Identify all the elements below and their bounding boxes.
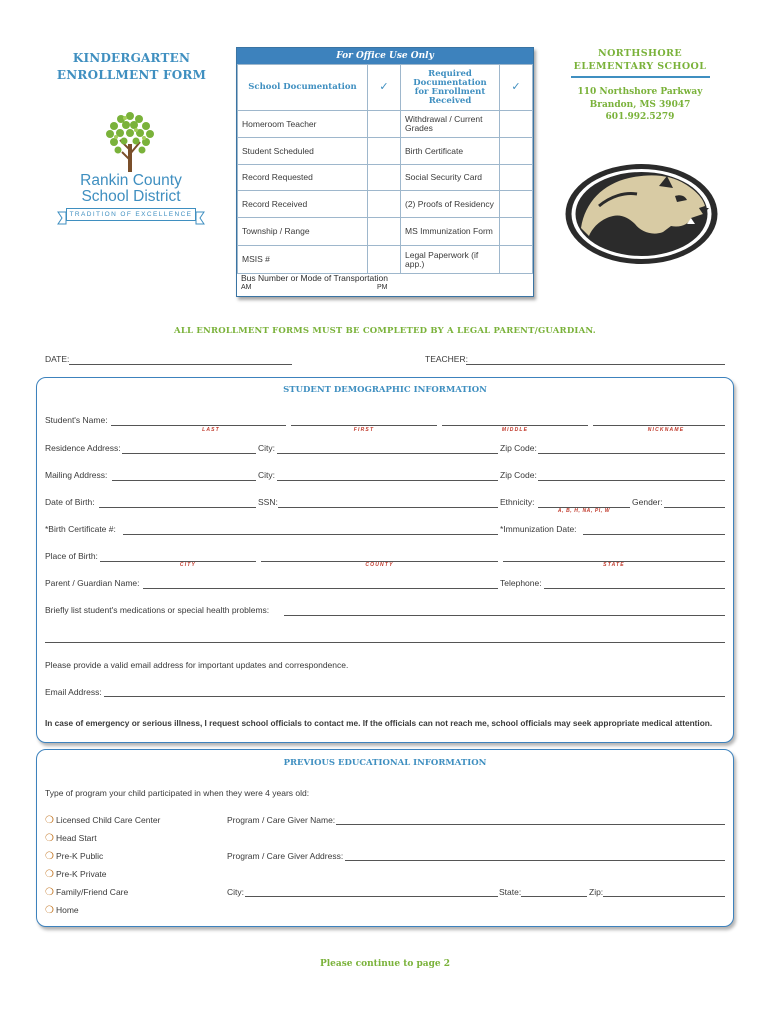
school-name: NORTHSHORE ELEMENTARY SCHOOL [573, 48, 707, 72]
office-check-box[interactable] [500, 218, 533, 246]
pm-label: PM [377, 284, 388, 291]
office-row-right: Social Security Card [401, 165, 500, 191]
dob-input-line[interactable] [99, 507, 256, 508]
office-row [238, 165, 533, 191]
option-licensed-child-care[interactable] [45, 815, 160, 826]
ethnicity-label: Ethnicity: [500, 497, 535, 507]
immunization-date-input-line[interactable] [583, 534, 725, 535]
middle-sublabel: MIDDLE [501, 427, 529, 433]
office-check-box[interactable] [500, 191, 533, 218]
option-label: Pre-K Public [55, 851, 104, 861]
program-type-question: Type of program your child participated in when they were 4 years old: [45, 788, 310, 798]
mailing-zip-input-line[interactable] [538, 480, 725, 481]
office-check-box[interactable] [368, 218, 401, 246]
radio-circle-icon: ❍ [45, 905, 54, 916]
last-name-input-line[interactable] [111, 425, 286, 426]
mailing-address-label: Mailing Address: [45, 470, 108, 480]
option-pre-k-private[interactable] [45, 869, 107, 880]
office-check-box[interactable] [500, 138, 533, 165]
option-label: Pre-K Private [55, 869, 107, 879]
program-zip-label: Zip: [589, 887, 604, 897]
ssn-input-line[interactable] [278, 507, 498, 508]
office-use-box [236, 47, 534, 297]
school-address [560, 86, 720, 124]
residence-city-label: City: [258, 443, 275, 453]
option-pre-k-public[interactable] [45, 851, 103, 862]
option-home[interactable] [45, 905, 79, 916]
city-sublabel: CITY [179, 562, 197, 568]
medications-input-line-2[interactable] [45, 642, 725, 643]
office-use-title: For Office Use Only [237, 48, 533, 64]
office-row-right: Legal Paperwork (if app.) [401, 246, 500, 274]
option-label: Head Start [55, 833, 97, 843]
gender-input-line[interactable] [664, 507, 725, 508]
cougar-mascot-icon [563, 162, 720, 266]
caregiver-name-label: Program / Care Giver Name: [227, 815, 336, 825]
bus-transport-field[interactable] [237, 270, 533, 296]
radio-circle-icon: ❍ [45, 851, 54, 862]
medications-label: Briefly list student's medications or special health problems: [45, 605, 270, 615]
first-sublabel: FIRST [353, 427, 375, 433]
office-row-right: Withdrawal / Current Grades [401, 111, 500, 138]
residence-address-label: Residence Address: [45, 443, 121, 453]
nickname-input-line[interactable] [593, 425, 725, 426]
program-zip-input-line[interactable] [603, 896, 725, 897]
email-input-line[interactable] [104, 696, 725, 697]
gender-label: Gender: [632, 497, 663, 507]
residence-address-input-line[interactable] [122, 453, 256, 454]
residence-zip-input-line[interactable] [538, 453, 725, 454]
middle-name-input-line[interactable] [442, 425, 588, 426]
office-row-right: MS Immunization Form [401, 218, 500, 246]
mailing-address-input-line[interactable] [112, 480, 256, 481]
state-sublabel: STATE [603, 562, 625, 568]
birth-certificate-input-line[interactable] [123, 534, 498, 535]
parent-guardian-label: Parent / Guardian Name: [45, 578, 140, 588]
email-request-text: Please provide a valid email address for important updates and correspondence. [45, 660, 349, 670]
place-of-birth-label: Place of Birth: [45, 551, 98, 561]
student-name-label: Student's Name: [45, 415, 108, 425]
office-check-box[interactable] [368, 191, 401, 218]
mailing-city-input-line[interactable] [277, 480, 498, 481]
office-row-left: Homeroom Teacher [238, 111, 368, 138]
check-mark-icon: ✓ [500, 65, 533, 111]
teacher-input-line[interactable] [466, 364, 725, 365]
option-label: Family/Friend Care [55, 887, 129, 897]
office-row-left: Record Received [238, 191, 368, 218]
telephone-input-line[interactable] [544, 588, 725, 589]
guardian-notice: ALL ENROLLMENT FORMS MUST BE COMPLETED BY A LEGAL PARENT/GUARDIAN. [174, 326, 596, 336]
immunization-date-label: *Immunization Date: [500, 524, 577, 534]
radio-circle-icon: ❍ [45, 869, 54, 880]
district-name [56, 173, 206, 205]
form-title: KINDERGARTEN ENROLLMENT FORM [56, 51, 207, 82]
radio-circle-icon: ❍ [45, 815, 54, 826]
office-row-right: (2) Proofs of Residency [401, 191, 500, 218]
office-use-table [237, 64, 533, 274]
option-label: Licensed Child Care Center [55, 815, 161, 825]
ssn-label: SSN: [258, 497, 278, 507]
caregiver-name-input-line[interactable] [336, 824, 725, 825]
option-family-friend-care[interactable] [45, 887, 128, 898]
birth-certificate-label: *Birth Certificate #: [45, 524, 116, 534]
teacher-label: TEACHER: [425, 354, 468, 364]
mailing-zip-label: Zip Code: [500, 470, 537, 480]
caregiver-address-input-line[interactable] [345, 860, 725, 861]
school-city-state: Brandon, MS 39047 [589, 99, 691, 110]
residence-zip-label: Zip Code: [500, 443, 537, 453]
program-state-input-line[interactable] [521, 896, 587, 897]
office-check-box[interactable] [368, 138, 401, 165]
check-mark-icon: ✓ [368, 65, 401, 111]
dob-label: Date of Birth: [45, 497, 95, 507]
program-city-label: City: [227, 887, 244, 897]
school-phone: 601.992.5279 [605, 112, 675, 122]
am-label: AM [241, 284, 252, 291]
office-check-box[interactable] [500, 165, 533, 191]
continue-note: Please continue to page 2 [319, 959, 451, 969]
previous-education-section [36, 749, 734, 927]
program-city-input-line[interactable] [245, 896, 498, 897]
mailing-city-label: City: [258, 470, 275, 480]
telephone-label: Telephone: [500, 578, 542, 588]
col-required-documentation: Required Documentation for Enrollment Received [401, 65, 500, 111]
date-label: DATE: [45, 354, 70, 364]
tree-logo-icon [100, 110, 160, 174]
office-check-box[interactable] [500, 111, 533, 138]
office-row [238, 191, 533, 218]
county-sublabel: COUNTY [365, 562, 394, 568]
office-row [238, 218, 533, 246]
school-street: 110 Northshore Parkway [577, 87, 703, 97]
office-row-left: Township / Range [238, 218, 368, 246]
demographic-section-title: STUDENT DEMOGRAPHIC INFORMATION [283, 385, 487, 395]
ethnicity-codes: A, B, H, NA, PI, W [557, 508, 611, 514]
radio-circle-icon: ❍ [45, 833, 54, 844]
office-row-left: MSIS # [238, 246, 368, 274]
option-head-start[interactable] [45, 833, 97, 844]
district-tagline: TRADITION OF EXCELLENCE [66, 208, 196, 221]
radio-circle-icon: ❍ [45, 887, 54, 898]
district-name-line2: School District [81, 188, 181, 205]
office-row [238, 138, 533, 165]
option-label: Home [55, 905, 79, 915]
office-row-left: Record Requested [238, 165, 368, 191]
caregiver-address-label: Program / Care Giver Address: [227, 851, 344, 861]
residence-city-input-line[interactable] [277, 453, 498, 454]
last-sublabel: LAST [202, 427, 220, 433]
first-name-input-line[interactable] [291, 425, 437, 426]
date-input-line[interactable] [69, 364, 292, 365]
district-name-line1: Rankin County [80, 172, 182, 189]
office-check-box[interactable] [368, 111, 401, 138]
office-row [238, 111, 533, 138]
medications-input-line[interactable] [284, 615, 725, 616]
office-check-box[interactable] [368, 165, 401, 191]
previous-section-title: PREVIOUS EDUCATIONAL INFORMATION [283, 758, 487, 768]
school-divider [571, 76, 710, 78]
office-row-left: Student Scheduled [238, 138, 368, 165]
parent-guardian-input-line[interactable] [143, 588, 498, 589]
col-school-documentation: School Documentation [238, 65, 368, 111]
program-state-label: State: [499, 887, 522, 897]
emergency-consent-text: In case of emergency or serious illness, I request school officials to contact me. If the officials can not reach me, school officials may seek appropriate medical attention. [45, 718, 713, 728]
bus-transport-label: Bus Number or Mode of Transportation [241, 273, 388, 283]
nickname-sublabel: NICKNAME [647, 427, 685, 433]
email-label: Email Address: [45, 687, 102, 697]
office-row-right: Birth Certificate [401, 138, 500, 165]
